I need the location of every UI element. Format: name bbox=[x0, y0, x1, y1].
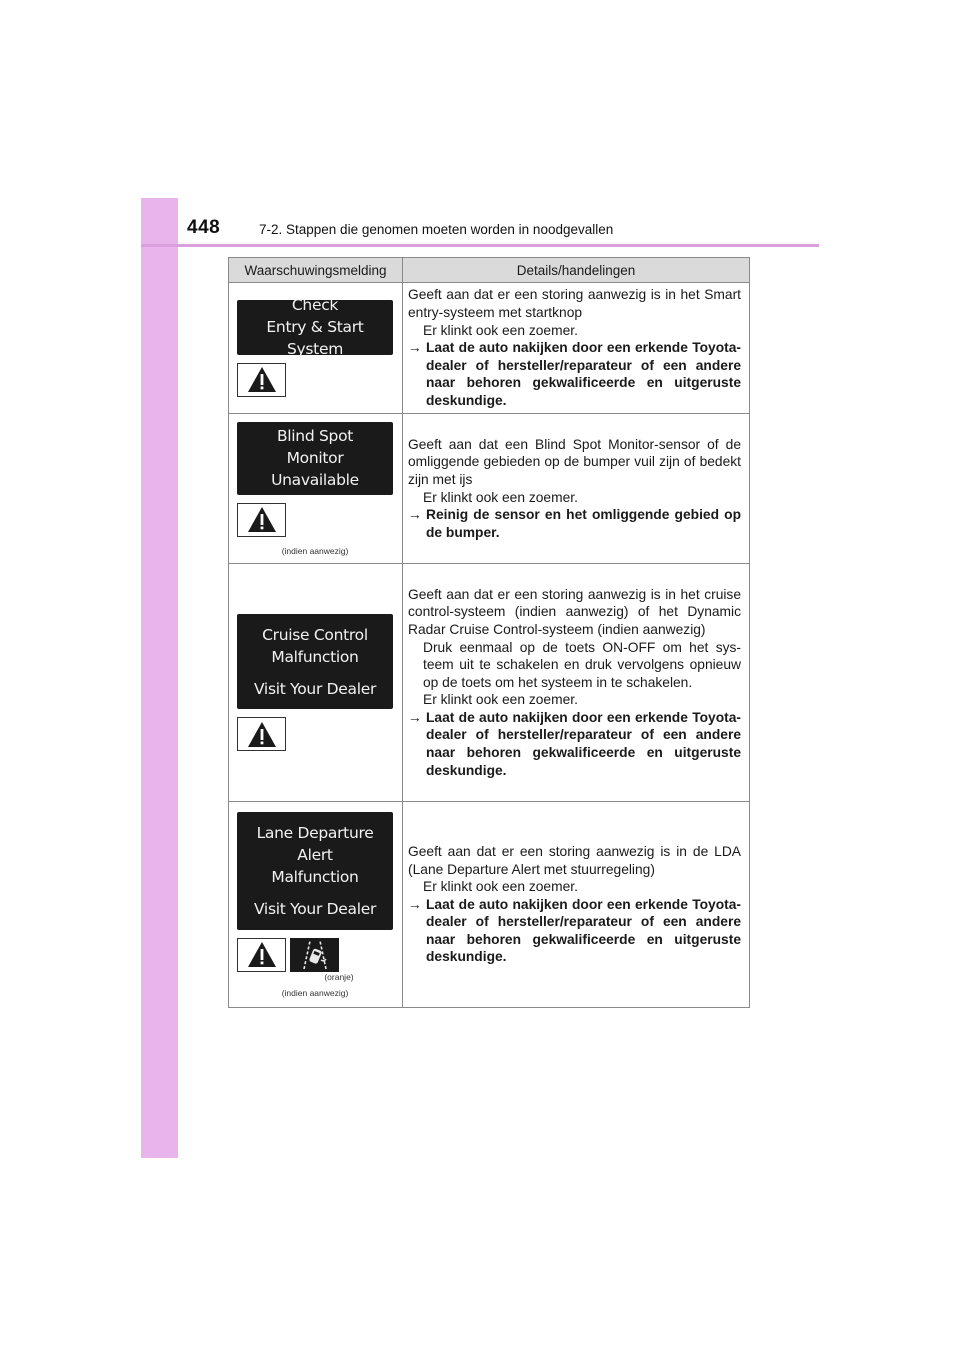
message-cell bbox=[229, 564, 403, 802]
details-cell bbox=[403, 802, 750, 1008]
action-text: → Laat de auto nakijken door een erkende Toyota-dealer of hersteller/reparateur of een andere naar behoren gekwalificeerde en uitgeruste deskundige. bbox=[408, 340, 741, 408]
column-header-details: Details/handelingen bbox=[403, 258, 750, 283]
arrow-icon: → bbox=[408, 340, 422, 356]
table-row bbox=[229, 564, 750, 802]
availability-note: (indien aanwezig) bbox=[281, 987, 349, 998]
message-cell bbox=[229, 283, 403, 414]
table-header-row bbox=[229, 258, 750, 283]
description-text: Geeft aan dat er een storing aanwezig is in het cruise control-systeem (indien aanwezig) of het Dynamic Radar Cruise Control-systeem (indien aanwezig) bbox=[408, 586, 741, 637]
warning-triangle-icon bbox=[237, 938, 286, 972]
action-text: → Laat de auto nakijken door een erkende Toyota-dealer of hersteller/reparateur of een andere naar behoren gekwalificeerde en uitgeruste deskundige. bbox=[408, 709, 741, 778]
warning-triangle-icon bbox=[237, 503, 286, 537]
description-text: Geeft aan dat er een storing aanwezig is in de LDA (Lane Departure Alert met stuurregeling) bbox=[408, 843, 741, 877]
note-text: Er klinkt ook een zoemer. bbox=[423, 322, 578, 338]
note-text: Er klinkt ook een zoemer. bbox=[423, 692, 578, 708]
arrow-icon: → bbox=[408, 507, 422, 523]
warning-display-blind-spot-monitor: Blind Spot Monitor Unavailable bbox=[237, 422, 393, 495]
table-row bbox=[229, 414, 750, 564]
column-header-message: Waarschuwingsmelding bbox=[229, 258, 403, 283]
note-text: Druk eenmaal op de toets ON-OFF om het sys-teem uit te schakelen en druk vervolgens opnieuw op de toets om het systeem in te schakelen. bbox=[423, 639, 741, 690]
message-cell bbox=[229, 802, 403, 1008]
header-divider bbox=[141, 244, 819, 247]
note-text: Er klinkt ook een zoemer. bbox=[423, 879, 578, 895]
warning-messages-table bbox=[228, 257, 750, 1008]
page-number: 448 bbox=[187, 217, 221, 238]
icon-color-note: (oranje) bbox=[324, 971, 354, 982]
availability-note: (indien aanwezig) bbox=[281, 545, 349, 556]
section-title: 7-2. Stappen die genomen moeten worden in noodgevallen bbox=[259, 222, 614, 237]
warning-display-cruise-control: Cruise Control Malfunction Visit Your Dealer bbox=[237, 614, 393, 709]
warning-triangle-icon bbox=[237, 363, 286, 397]
table-row bbox=[229, 802, 750, 1008]
arrow-icon: → bbox=[408, 709, 422, 725]
details-cell bbox=[403, 414, 750, 564]
warning-display-check-entry-start: Check Entry & Start System bbox=[237, 300, 393, 355]
lane-departure-alert-icon bbox=[290, 938, 339, 972]
details-cell bbox=[403, 283, 750, 414]
side-color-band bbox=[141, 198, 178, 1158]
table-row bbox=[229, 283, 750, 414]
note-text: Er klinkt ook een zoemer. bbox=[423, 489, 578, 505]
arrow-icon: → bbox=[408, 896, 422, 912]
details-cell bbox=[403, 564, 750, 802]
message-cell bbox=[229, 414, 403, 564]
warning-triangle-icon bbox=[237, 717, 286, 751]
action-text: → Reinig de sensor en het omliggende gebied op de bumper. bbox=[408, 507, 741, 540]
action-text: → Laat de auto nakijken door een erkende Toyota-dealer of hersteller/reparateur of een andere naar behoren gekwalificeerde en uitgeruste deskundige. bbox=[408, 896, 741, 965]
warning-display-lane-departure: Lane Departure Alert Malfunction Visit Your Dealer bbox=[237, 812, 393, 930]
description-text: Geeft aan dat er een storing aanwezig is in het Smart entry-systeem met startknop bbox=[408, 287, 741, 321]
description-text: Geeft aan dat een Blind Spot Monitor-sensor of de omliggende gebieden op de bumper vuil zijn of bedekt zijn met ijs bbox=[408, 436, 741, 487]
